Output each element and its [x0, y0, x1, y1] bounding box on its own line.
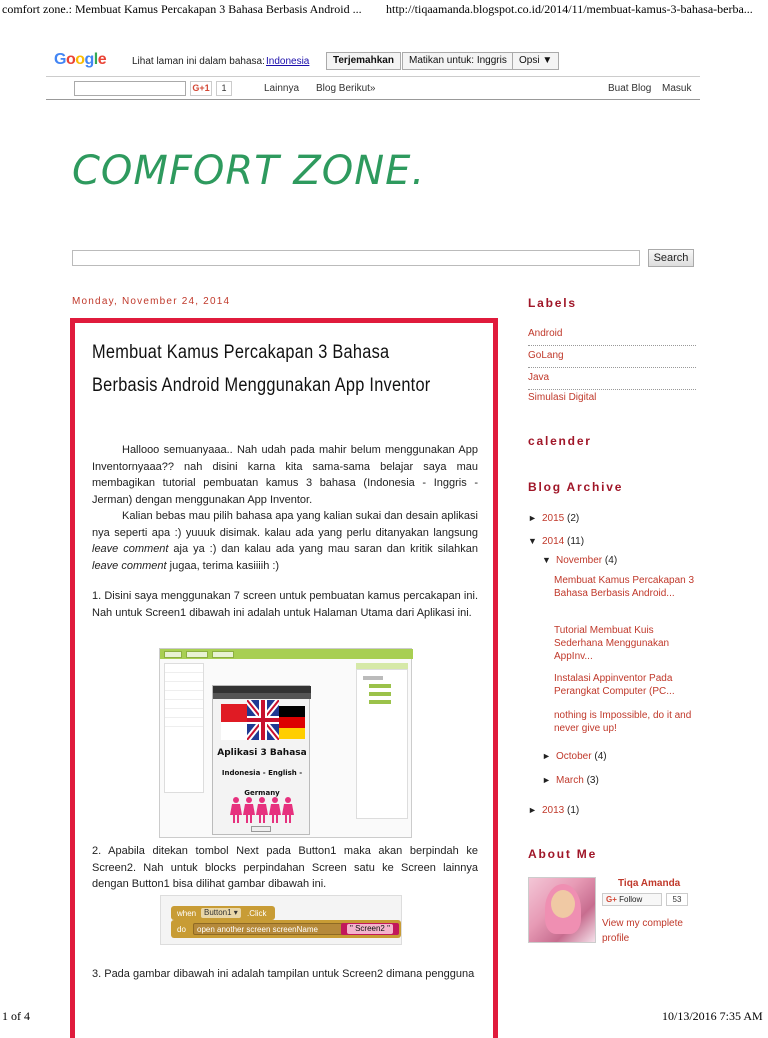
collapse-arrow-icon[interactable]: ▼: [542, 555, 551, 565]
archive-month-link[interactable]: October: [556, 751, 592, 762]
designer-tab: [212, 651, 234, 658]
archive-year-2015[interactable]: [528, 513, 579, 524]
blogger-navbar: [46, 78, 700, 100]
germany-flag-icon: [279, 717, 305, 728]
archive-year-link[interactable]: 2015: [542, 513, 565, 524]
blog-title[interactable]: COMFORT ZONE.: [72, 148, 426, 194]
archive-month-october[interactable]: [542, 751, 607, 762]
block-label: do: [177, 925, 186, 934]
archive-count: (11): [567, 536, 585, 547]
expand-arrow-icon[interactable]: ►: [542, 751, 551, 761]
blog-search-input[interactable]: [72, 250, 640, 266]
gplus-button[interactable]: G+1: [190, 81, 212, 96]
expand-arrow-icon[interactable]: ►: [528, 513, 537, 523]
google-logo: [54, 51, 106, 69]
post-body-continued: [92, 966, 478, 983]
divider: [528, 367, 696, 368]
post-paragraph: Hallooo semuanyaaa.. Nah udah pada mahir belum menggunakan App Inventornyaaa?? nah disini karna kita sama-sama belajar saya mau membagikan tutorial pembuatan kamus 3 bahasa (Indonesia - Inggris - Jerman) dengan menggunakan App Inventor.: [92, 444, 478, 506]
archive-year-2014[interactable]: [528, 536, 584, 547]
blocks-image: [160, 895, 402, 945]
archive-count: (1): [567, 805, 580, 816]
divider: [528, 389, 696, 390]
label-link[interactable]: Java: [528, 372, 550, 383]
archive-post-link[interactable]: Tutorial Membuat Kuis Sederhana Menggunakan AppInv...: [554, 625, 670, 662]
archive-year-link[interactable]: 2013: [542, 805, 565, 816]
navbar-sign-in-link[interactable]: Masuk: [662, 83, 692, 94]
blog-archive-heading: Blog Archive: [528, 480, 624, 494]
logo-letter: e: [97, 51, 107, 68]
translate-options-button[interactable]: Opsi ▼: [512, 52, 559, 70]
translate-bar: [46, 50, 700, 76]
people-icon: [230, 797, 294, 825]
post-body-continued: [92, 843, 478, 893]
label-link[interactable]: Android: [528, 328, 563, 339]
logo-letter: g: [84, 51, 94, 68]
archive-year-link[interactable]: 2014: [542, 536, 565, 547]
navbar-create-blog-link[interactable]: Buat Blog: [608, 83, 652, 94]
block-component-pill: Button1 ▾: [201, 908, 241, 918]
post-paragraph: [92, 508, 478, 574]
calendar-heading: calender: [528, 434, 592, 448]
archive-month-link[interactable]: November: [556, 555, 603, 566]
gplus-icon: G+: [606, 895, 617, 904]
logo-letter: l: [93, 51, 98, 68]
post-title[interactable]: Membuat Kamus Percakapan 3 Bahasa Berbasis Android Menggunakan App Inventor: [92, 342, 431, 396]
indonesia-flag-icon: [221, 704, 249, 722]
translate-button[interactable]: Terjemahkan: [326, 52, 401, 70]
germany-flag-icon: [279, 728, 305, 739]
archive-count: (3): [586, 775, 599, 786]
archive-month-november[interactable]: [542, 555, 617, 566]
profile-name-link[interactable]: Tiqa Amanda: [618, 878, 681, 889]
text: aja ya :) dan kalau ada yang mau saran dan kritik silahkan: [168, 543, 478, 555]
text-emphasis: leave comment: [92, 543, 169, 555]
screen-name-value: " Screen2 ": [347, 924, 393, 934]
text: Kalian bebas mau pilih bahasa apa yang kalian sukai dan desain aplikasi nya seperti apa :) yuuuk disimak. kalau ada yang perlu ditanyakan langsung: [92, 510, 478, 539]
follow-button[interactable]: [602, 893, 662, 906]
follow-label: Follow: [619, 895, 643, 904]
logo-letter: o: [65, 51, 76, 68]
indonesia-flag-icon: [221, 722, 249, 740]
navbar-next-blog-link[interactable]: Blog Berikut»: [316, 83, 376, 94]
follower-count: 53: [666, 893, 688, 906]
translate-language-link[interactable]: Indonesia: [266, 56, 310, 67]
navbar-more-link[interactable]: Lainnya: [264, 83, 300, 94]
labels-heading: Labels: [528, 296, 577, 310]
label-link[interactable]: GoLang: [528, 350, 564, 361]
components-panel: [356, 669, 408, 819]
logo-letter: G: [54, 51, 66, 68]
logo-letter: o: [75, 51, 85, 68]
collapse-arrow-icon[interactable]: ▼: [528, 536, 537, 546]
archive-post-link[interactable]: Instalasi Appinventor Pada Perangkat Computer (PC...: [554, 673, 675, 697]
archive-post-link[interactable]: nothing is Impossible, do it and never give up!: [554, 710, 692, 734]
view-profile-link[interactable]: View my complete profile: [602, 918, 683, 944]
blog-search-button[interactable]: Search: [648, 249, 694, 267]
block-label: when: [177, 909, 197, 918]
next-button-preview: [251, 826, 271, 832]
post-paragraph: 3. Pada gambar dibawah ini adalah tampilan untuk Screen2 dimana pengguna: [92, 968, 475, 980]
screen1-designer-image: [159, 648, 412, 838]
label-link[interactable]: Simulasi Digital: [528, 392, 597, 403]
archive-year-2013[interactable]: [528, 805, 579, 816]
print-timestamp: 10/13/2016 7:35 AM: [662, 1009, 763, 1023]
gplus-count: 1: [216, 81, 232, 96]
disable-translate-button[interactable]: Matikan untuk: Inggris: [402, 52, 514, 70]
print-header-title: comfort zone.: Membuat Kamus Percakapan 3 Bahasa Berbasis Android ...: [2, 2, 362, 16]
post-body: [92, 442, 478, 621]
divider: [46, 76, 700, 77]
about-me-heading: About Me: [528, 847, 598, 861]
block-label: .Click: [247, 909, 267, 918]
block-label: open another screen screenName: [197, 925, 318, 934]
expand-arrow-icon[interactable]: ►: [542, 775, 551, 785]
archive-month-link[interactable]: March: [556, 775, 584, 786]
app-title-line: Indonesia - English - Germany: [221, 769, 303, 797]
archive-count: (4): [604, 555, 618, 566]
designer-tab: [164, 651, 182, 658]
archive-count: (4): [594, 751, 607, 762]
archive-month-march[interactable]: [542, 775, 599, 786]
app-title-line: Aplikasi 3 Bahasa: [217, 748, 307, 758]
germany-flag-icon: [279, 706, 305, 717]
uk-flag-icon: [247, 700, 279, 740]
print-header-url: http://tiqaamanda.blogspot.co.id/2014/11/membuat-kamus-3-bahasa-berba...: [386, 2, 753, 16]
text: jugaa, terima kasiiiih :): [166, 559, 280, 572]
post-paragraph: 2. Apabila ditekan tombol Next pada Button1 maka akan berpindah ke Screen2. Nah untuk blocks perpindahan Screen satu ke Screen lainnya dengan Button1 bisa dilihat gambar dibawah ini.: [92, 845, 478, 890]
designer-screen-list: [164, 663, 204, 793]
text-emphasis: leave comment: [92, 559, 167, 572]
divider: [528, 345, 696, 346]
print-page-number: 1 of 4: [2, 1009, 30, 1023]
post-date: Monday, November 24, 2014: [72, 296, 231, 307]
follow-widget[interactable]: [602, 893, 682, 906]
expand-arrow-icon[interactable]: ►: [528, 805, 537, 815]
post-paragraph: 1. Disini saya menggunakan 7 screen untuk pembuatan kamus percakapan ini. Nah untuk Screen1 dibawah ini adalah untuk Halaman Utama dari Aplikasi ini.: [92, 590, 478, 619]
profile-photo[interactable]: [528, 877, 596, 943]
gplus-widget[interactable]: [190, 81, 256, 96]
designer-tab: [186, 651, 208, 658]
archive-post-link[interactable]: Membuat Kamus Percakapan 3 Bahasa Berbasis Android...: [554, 575, 695, 599]
archive-count: (2): [567, 513, 580, 524]
translate-prompt: Lihat laman ini dalam bahasa:: [132, 56, 265, 67]
app-title-preview: [214, 743, 310, 803]
navbar-search-input[interactable]: [74, 81, 186, 96]
